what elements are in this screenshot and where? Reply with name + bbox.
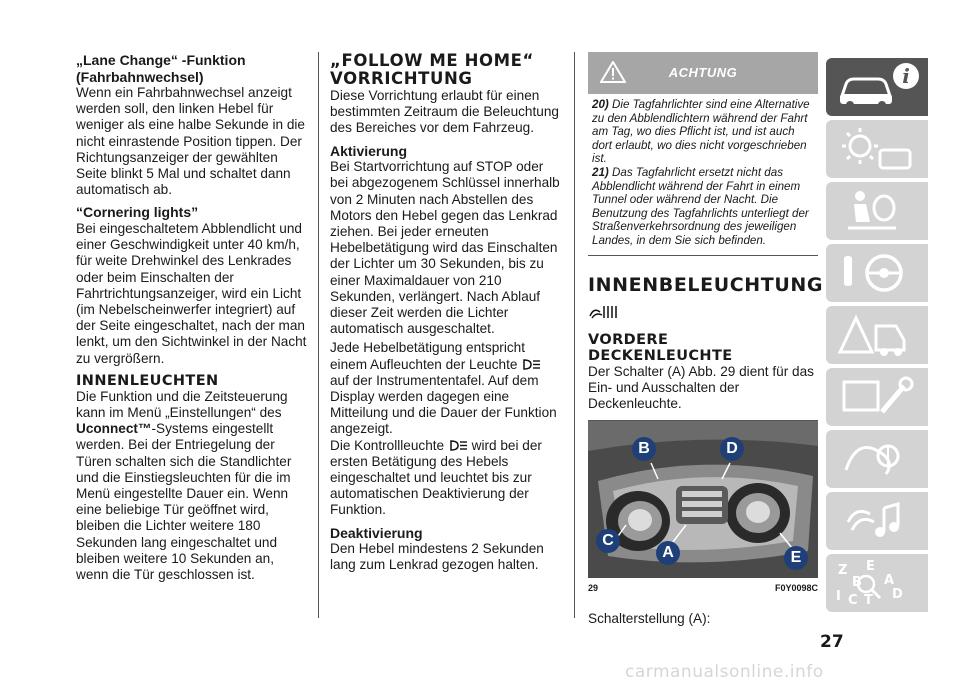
figure-caption [588, 580, 818, 596]
warning-lights-icon [826, 120, 928, 178]
column-divider-1 [318, 52, 319, 618]
warning-number-21: 21) [592, 165, 609, 179]
media-icon [826, 492, 928, 550]
heading-deaktivierung: Deaktivierung [330, 524, 423, 541]
text-aktivierung-3a: Die Kontrollleuchte [330, 437, 445, 453]
figure-29-photo [588, 420, 818, 578]
warning-item-20 [592, 98, 814, 166]
wrench-service-icon [826, 368, 928, 426]
technical-data-icon [826, 430, 928, 488]
figure-number: 29 [588, 583, 599, 594]
column-left [76, 52, 308, 583]
text-aktivierung-3 [330, 438, 562, 519]
tab-warning-lights[interactable] [826, 120, 928, 178]
page-number: 27 [820, 632, 844, 652]
column-right [588, 52, 824, 627]
text-deaktivierung: Den Hebel mindestens 2 Sekunden lang zum Lenkrad gezogen halten. [330, 541, 544, 573]
tab-car-info[interactable] [826, 58, 928, 116]
svg-text:E: E [866, 559, 875, 574]
interior-light-icon [588, 302, 624, 322]
svg-text:A: A [884, 573, 895, 588]
text-aktivierung-2a: Jede Hebelbetätigung entspricht einem Aufleuchten der Leuchte [330, 340, 525, 372]
heading-cornering-lights: “Cornering lights” [76, 204, 199, 221]
svg-text:i: i [902, 64, 910, 88]
svg-text:Z: Z [838, 563, 848, 578]
text-aktivierung-2 [330, 340, 562, 437]
figure-code: F0Y0098C [774, 583, 818, 594]
tab-road-emergency[interactable] [826, 306, 928, 364]
text-follow-me-home: Diese Vorrichtung erlaubt für einen bestimmten Zeitraum die Beleuchtung des Bereiches vor dem Fahrzeug. [330, 88, 559, 136]
text-innenleuchten-b: -Systems eingestellt werden. Bei der Entriegelung der Türen schalten sich die Standlichter und die Einstiegsleuchten für die im Menü eingestellte Dauer ein. Wenn eine beliebige Tür geöffnet wird, bleiben die Lichter weitere 180 Sekunden lang eingeschaltet und bleiben weitere 10 Sekunden an, wenn die Tür geschlossen ist. [76, 421, 292, 582]
svg-text:C: C [848, 593, 858, 608]
headlight-indicator-icon [448, 439, 468, 452]
text-schalterstellung: Schalterstellung (A): [588, 610, 711, 626]
svg-text:B: B [852, 575, 862, 590]
text-aktivierung-3b: wird bei der ersten Betätigung des Hebels eingeschaltet und leuchtet bis zur automatischen Deaktivierung der Funktion. [330, 437, 542, 518]
text-aktivierung-2b: auf der Instrumententafel. Auf dem Display werden dagegen eine Mitteilung und die Dauer der Funktion angezeigt. [330, 372, 557, 437]
car-info-icon [826, 58, 928, 116]
text-innenleuchten-a: Die Funktion und die Zeitsteuerung kann im Menü „Einstellungen“ des [76, 388, 288, 420]
column-middle [330, 52, 562, 573]
text-innenleuchten [76, 389, 308, 583]
heading-aktivierung: Aktivierung [330, 142, 408, 159]
svg-text:I: I [836, 589, 841, 604]
tab-airbag-seat[interactable] [826, 182, 928, 240]
warning-item-21 [592, 166, 814, 248]
text-aktivierung-1: Bei Startvorrichtung auf STOP oder bei abgezogenem Schlüssel innerhalb von 2 Minuten nach Abstellen des Motors den Hebel gegen das Lenkrad ziehen. Bei jeder erneuten Hebelbetätigung wird das Einschalten der Lichter um 30 Sekunden, bis zu einer Maximaldauer von 210 Sekunden, verlängert. Nach Ablauf dieser Zeit werden die Lichter automatisch ausgeschaltet. [330, 159, 560, 337]
airbag-seat-icon [826, 182, 928, 240]
heading-follow-me-home: „FOLLOW ME HOME“ VORRICHTUNG [330, 51, 534, 88]
tab-technical-data[interactable] [826, 430, 928, 488]
watermark: carmanualsonline.info [625, 662, 824, 682]
heading-vordere-deckenleuchte: VORDERE DECKENLEUCHTE [588, 331, 733, 364]
steering-wheel-icon [826, 244, 928, 302]
svg-text:T: T [864, 593, 873, 608]
uconnect-brand: Uconnect™ [76, 421, 152, 437]
text-lane-change: Wenn ein Fahrbahnwechsel anzeigt werden soll, den linken Hebel für weniger als eine halbe Sekunde in die nicht einrastende Position tippen. Der Richtungsanzeiger der gewählten Seite blinkt 5 Mal und schaltet dann automatisch ab. [76, 85, 305, 198]
callout-label-d: D [720, 437, 744, 461]
alphabetical-index-icon [826, 554, 928, 612]
callout-label-e: E [784, 546, 808, 570]
callout-label-c: C [596, 529, 620, 553]
tab-media[interactable] [826, 492, 928, 550]
heading-lane-change: „Lane Change“ -Funktion (Fahrbahnwechsel) [76, 52, 246, 85]
heading-innenleuchten: INNENLEUCHTEN [76, 372, 219, 389]
road-emergency-icon [826, 306, 928, 364]
svg-text:D: D [892, 587, 903, 602]
warning-text-21: Das Tagfahrlicht ersetzt nicht das Abblendlicht während der Fahrt in einem Tunnel oder während der Nacht. Die Benutzung des Tagfahrlichts unterliegt der Straßenverkehrsordnung des jeweiligen Landes, in dem Sie sich befinden. [592, 165, 809, 247]
headlight-icon [521, 358, 541, 371]
warning-title: ACHTUNG [668, 65, 738, 80]
text-cornering-lights: Bei eingeschaltetem Abblendlicht und einer Geschwindigkeit unter 40 km/h, für weite Drehwinkel des Lenkrades oder beim Einschalten der Fahrtrichtungsanzeiger, wird ein Licht (im Nebelscheinwerfer integriert) auf der Seite eingeschaltet, nach der man lenkt, um den Sichtwinkel in der Nacht zu vergrößern. [76, 220, 307, 366]
callout-label-a: A [656, 541, 680, 565]
warning-text-20: Die Tagfahrlichter sind eine Alternative zu den Abblendlichtern während der Fahrt am Tag, wo dies Pflicht ist, und ist auch dort erlaubt, wo dies nicht vorgeschrieben ist. [592, 98, 810, 166]
warning-number-20: 20) [592, 98, 609, 111]
callout-label-b: B [632, 437, 656, 461]
warning-header [588, 52, 818, 94]
tab-alphabetical-index[interactable] [826, 554, 928, 612]
warning-body [588, 94, 818, 256]
tab-steering[interactable] [826, 244, 928, 302]
heading-innenbeleuchtung: INNENBELEUCHTUNG [588, 273, 824, 296]
tab-service[interactable] [826, 368, 928, 426]
column-divider-2 [574, 52, 575, 618]
text-vordere-deckenleuchte: Der Schalter (A) Abb. 29 dient für das Ein- und Ausschalten der Deckenleuchte. [588, 363, 814, 412]
